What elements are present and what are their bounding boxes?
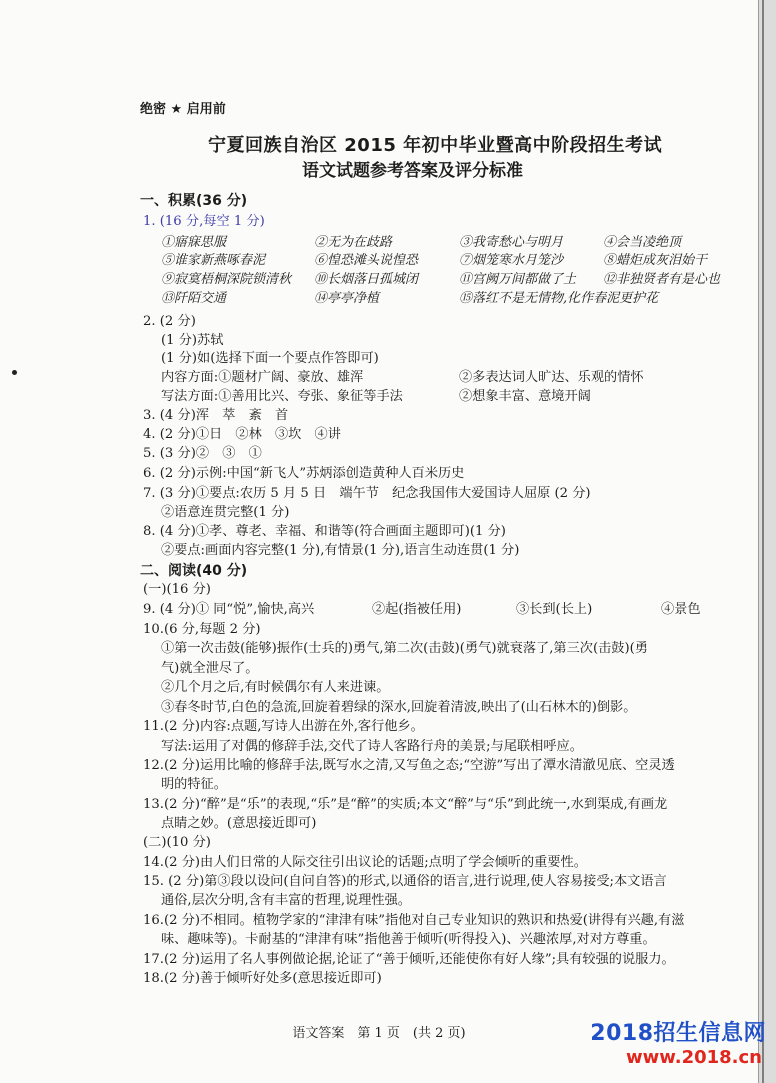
q8-answer: ②要点:画面内容完整(1 分),有情景(1 分),语言生动连贯(1 分) (161, 543, 520, 558)
q3-answer: 3. (4 分)浑 萃 紊 首 (143, 408, 289, 423)
exam-title: 宁夏回族自治区 2015 年初中毕业暨高中阶段招生考试 (208, 135, 663, 156)
q17-answer: 17.(2 分)运用了名人事例做论据,论证了“善于倾听,还能使你有好人缘”;具有较强的说服力。 (143, 952, 675, 967)
q1-head: 1. (16 分,每空 1 分) (143, 214, 265, 229)
q16-answer: 16.(2 分)不相同。植物学家的“津津有味”指他对自己专业知识的熟识和热爱(讲得有兴趣,有滋 (143, 913, 685, 928)
q1-answer: ⑪宫阙万间都做了土 (459, 272, 577, 287)
q14-answer: 14.(2 分)由人们日常的人际交往引出议论的话题;点明了学会倾听的重要性。 (143, 855, 587, 870)
q15-answer: 15. (2 分)第③段以设问(自问自答)的形式,以通俗的语言,进行说理,使人容易接受;本文语言 (143, 874, 667, 889)
q1-answer: ②无为在歧路 (314, 235, 393, 250)
q5-answer: 5. (3 分)② ③ ① (143, 446, 262, 461)
page-footer: 语文答案 第 1 页 (共 2 页) (292, 1026, 466, 1041)
q1-answer: ④会当凌绝顶 (603, 235, 682, 250)
q10-answer: ③春冬时节,白色的急流,回旋着碧绿的深水,回旋着清波,映出了(山石林木的)倒影。 (161, 700, 637, 715)
q11-answer: 写法:运用了对偶的修辞手法,交代了诗人客路行舟的美景;与尾联相呼应。 (161, 739, 583, 754)
q9-answer: ②起(指被任用) (372, 602, 462, 617)
q11-answer: 11.(2 分)内容:点题,写诗人出游在外,客行他乡。 (143, 719, 424, 734)
q13-answer: 点睛之妙。(意思接近即可) (161, 816, 317, 831)
q18-answer: 18.(2 分)善于倾听好处多(意思接近即可) (143, 971, 382, 986)
q12-answer: 明的特征。 (161, 777, 227, 792)
q12-answer: 12.(2 分)运用比喻的修辞手法,既写水之清,又写鱼之态;“空游”写出了潭水清澈见底、空灵透 (143, 758, 675, 773)
q10-answer: ①第一次击鼓(能够)振作(士兵的)勇气,第二次(击鼓)(勇气)就衰落了,第三次(击鼓)(勇 (161, 641, 648, 656)
q2-answer: 写法方面:①善用比兴、夸张、象征等手法 (161, 389, 403, 404)
part-heading: (一)(16 分) (143, 582, 211, 597)
q7-answer: 7. (3 分)①要点:农历 5 月 5 日 端午节 纪念我国伟大爱国诗人屈原 (2 分) (143, 486, 591, 501)
q2-answer: ②想象丰富、意境开阔 (459, 389, 591, 404)
q9-answer: ③长到(长上) (516, 602, 593, 617)
q10-head: 10.(6 分,每题 2 分) (143, 622, 261, 637)
confidential-label: 绝密 ★ 启用前 (140, 102, 226, 117)
q9-answer: ④景色 (661, 602, 701, 617)
q2-answer: (1 分)苏轼 (161, 333, 224, 348)
q2-answer: 内容方面:①题材广阔、豪放、雄浑 (161, 370, 364, 385)
q6-answer: 6. (2 分)示例:中国“新飞人”苏炳添创造黄种人百米历史 (143, 466, 465, 481)
q10-answer: ②几个月之后,有时候偶尔有人来进谏。 (161, 680, 390, 695)
q1-answer: ⑧蜡炬成灰泪始干 (603, 253, 708, 268)
watermark-title: 2018招生信息网 (590, 1021, 766, 1046)
section-heading-2: 二、阅读(40 分) (140, 563, 248, 579)
part-heading: (二)(10 分) (143, 835, 211, 850)
q1-answer: ⑮落红不是无情物,化作春泥更护花 (459, 291, 659, 306)
q4-answer: 4. (2 分)①日 ②林 ③坎 ④讲 (143, 427, 341, 442)
q8-answer: 8. (4 分)①孝、尊老、幸福、和谐等(符合画面主题即可)(1 分) (143, 524, 506, 539)
q2-answer: ②多表达词人旷达、乐观的情怀 (459, 370, 644, 385)
q1-answer: ⑩长烟落日孤城闭 (314, 272, 419, 287)
watermark-url: www.2018.cn (626, 1047, 762, 1068)
q9-answer: 9. (4 分)① 同“悦”,愉快,高兴 (143, 602, 315, 617)
q1-answer: ⑦烟笼寒水月笼沙 (459, 253, 564, 268)
q1-answer: ⑥惶恐滩头说惶恐 (314, 253, 419, 268)
section-heading-1: 一、积累(36 分) (140, 193, 248, 209)
q1-answer: ⑬阡陌交通 (161, 291, 227, 306)
binding-hole (12, 370, 17, 375)
q1-answer: ⑤谁家新燕啄春泥 (161, 253, 266, 268)
q2-answer: (1 分)如(选择下面一个要点作答即可) (161, 351, 379, 366)
q1-answer: ⑨寂寞梧桐深院锁清秋 (161, 272, 292, 287)
q1-answer: ⑭亭亭净植 (314, 291, 380, 306)
page-edge (762, 0, 764, 1083)
q1-answer: ①寤寐思服 (161, 235, 227, 250)
q1-answer: ③我寄愁心与明月 (459, 235, 564, 250)
q10-answer: 气)就全泄尽了。 (161, 661, 259, 676)
q13-answer: 13.(2 分)“醉”是“乐”的表现,“乐”是“醉”的实质;本文“醉”与“乐”到此统一,水到渠成,有画龙 (143, 797, 668, 812)
q1-answer: ⑫非独贤者有是心也 (603, 272, 721, 287)
q2-head: 2. (2 分) (143, 314, 196, 329)
q15-answer: 通俗,层次分明,含有丰富的哲理,说理性强。 (161, 893, 411, 908)
exam-subtitle: 语文试题参考答案及评分标准 (302, 161, 523, 181)
q7-answer: ②语意连贯完整(1 分) (161, 505, 290, 520)
q16-answer: 味、趣味等)。卡耐基的“津津有味”指他善于倾听(听得投入)、兴趣浓厚,对对方尊重。 (161, 932, 656, 947)
